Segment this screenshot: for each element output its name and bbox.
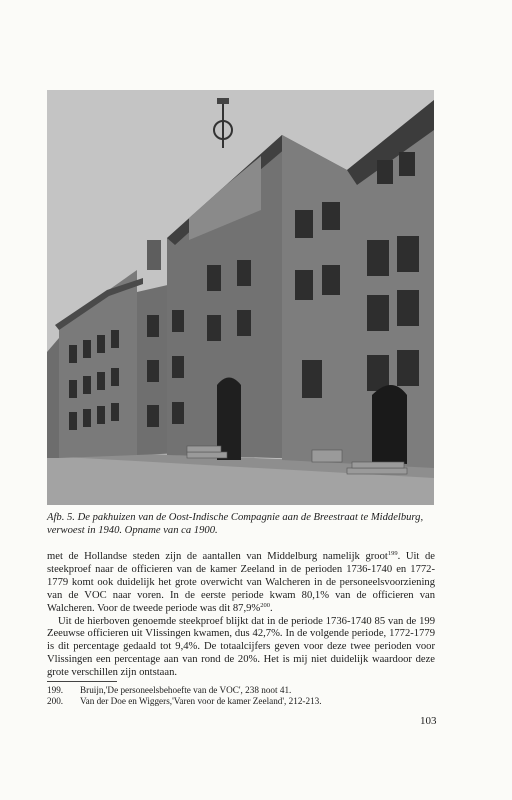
page-number: 103: [420, 715, 437, 727]
footnote-rule: [47, 681, 117, 682]
footnote-item: [47, 696, 447, 707]
footnote-item: [47, 685, 447, 696]
footnote-number: 200.: [47, 696, 64, 706]
paragraph-2: Uit de hierboven genoemde steekproef blijkt dat in de periode 1736-1740 85 van de 199 Zeeuwse officieren uit Vlissingen kwamen, dus 42,7%. In de volgende periode, 1772-1779 is dit percentage gedaald tot 9,4%. De totaalcijfers geven voor deze twee perioden voor Vlissingen een percentage aan van rond de 20%. Het is mij niet duidelijk waardoor deze grote verschillen zijn ontstaan.: [47, 615, 435, 679]
footnote-number: 199.: [47, 685, 64, 695]
footnote-ref-199: 199: [387, 550, 398, 557]
paragraph-1: met de Hollandse steden zijn de aantallen van Middelburg namelijk groot$^{199}$. Uit de steekproef naar de officieren van de kamer Zeeland in de perioden 1736-1740 en 1772-1779 komt ook duidelijk het grote overwicht van Walcheren in de personeelsvoorziening van de VOC naar voren. In de eerste periode kwam 80,1% van de officieren van Walcheren. Voor de tweede periode was dit 87,9%$^{200}$.: [47, 550, 435, 614]
body-text: [47, 551, 435, 680]
footnote-text: Bruijn,'De personeelsbehoefte van de VOC', 238 noot 41.: [80, 685, 292, 695]
warehouse-photo: [47, 90, 434, 505]
footnotes: [47, 685, 447, 707]
footnote-ref-200: 200: [260, 601, 270, 609]
figure-caption: Afb. 5. De pakhuizen van de Oost-Indische Compagnie aan de Breestraat te Middelburg, verwoest in 1940. Opname van ca 1900.: [47, 512, 424, 536]
footnote-text: Van der Doe en Wiggers,'Varen voor de kamer Zeeland', 212-213.: [80, 696, 322, 706]
